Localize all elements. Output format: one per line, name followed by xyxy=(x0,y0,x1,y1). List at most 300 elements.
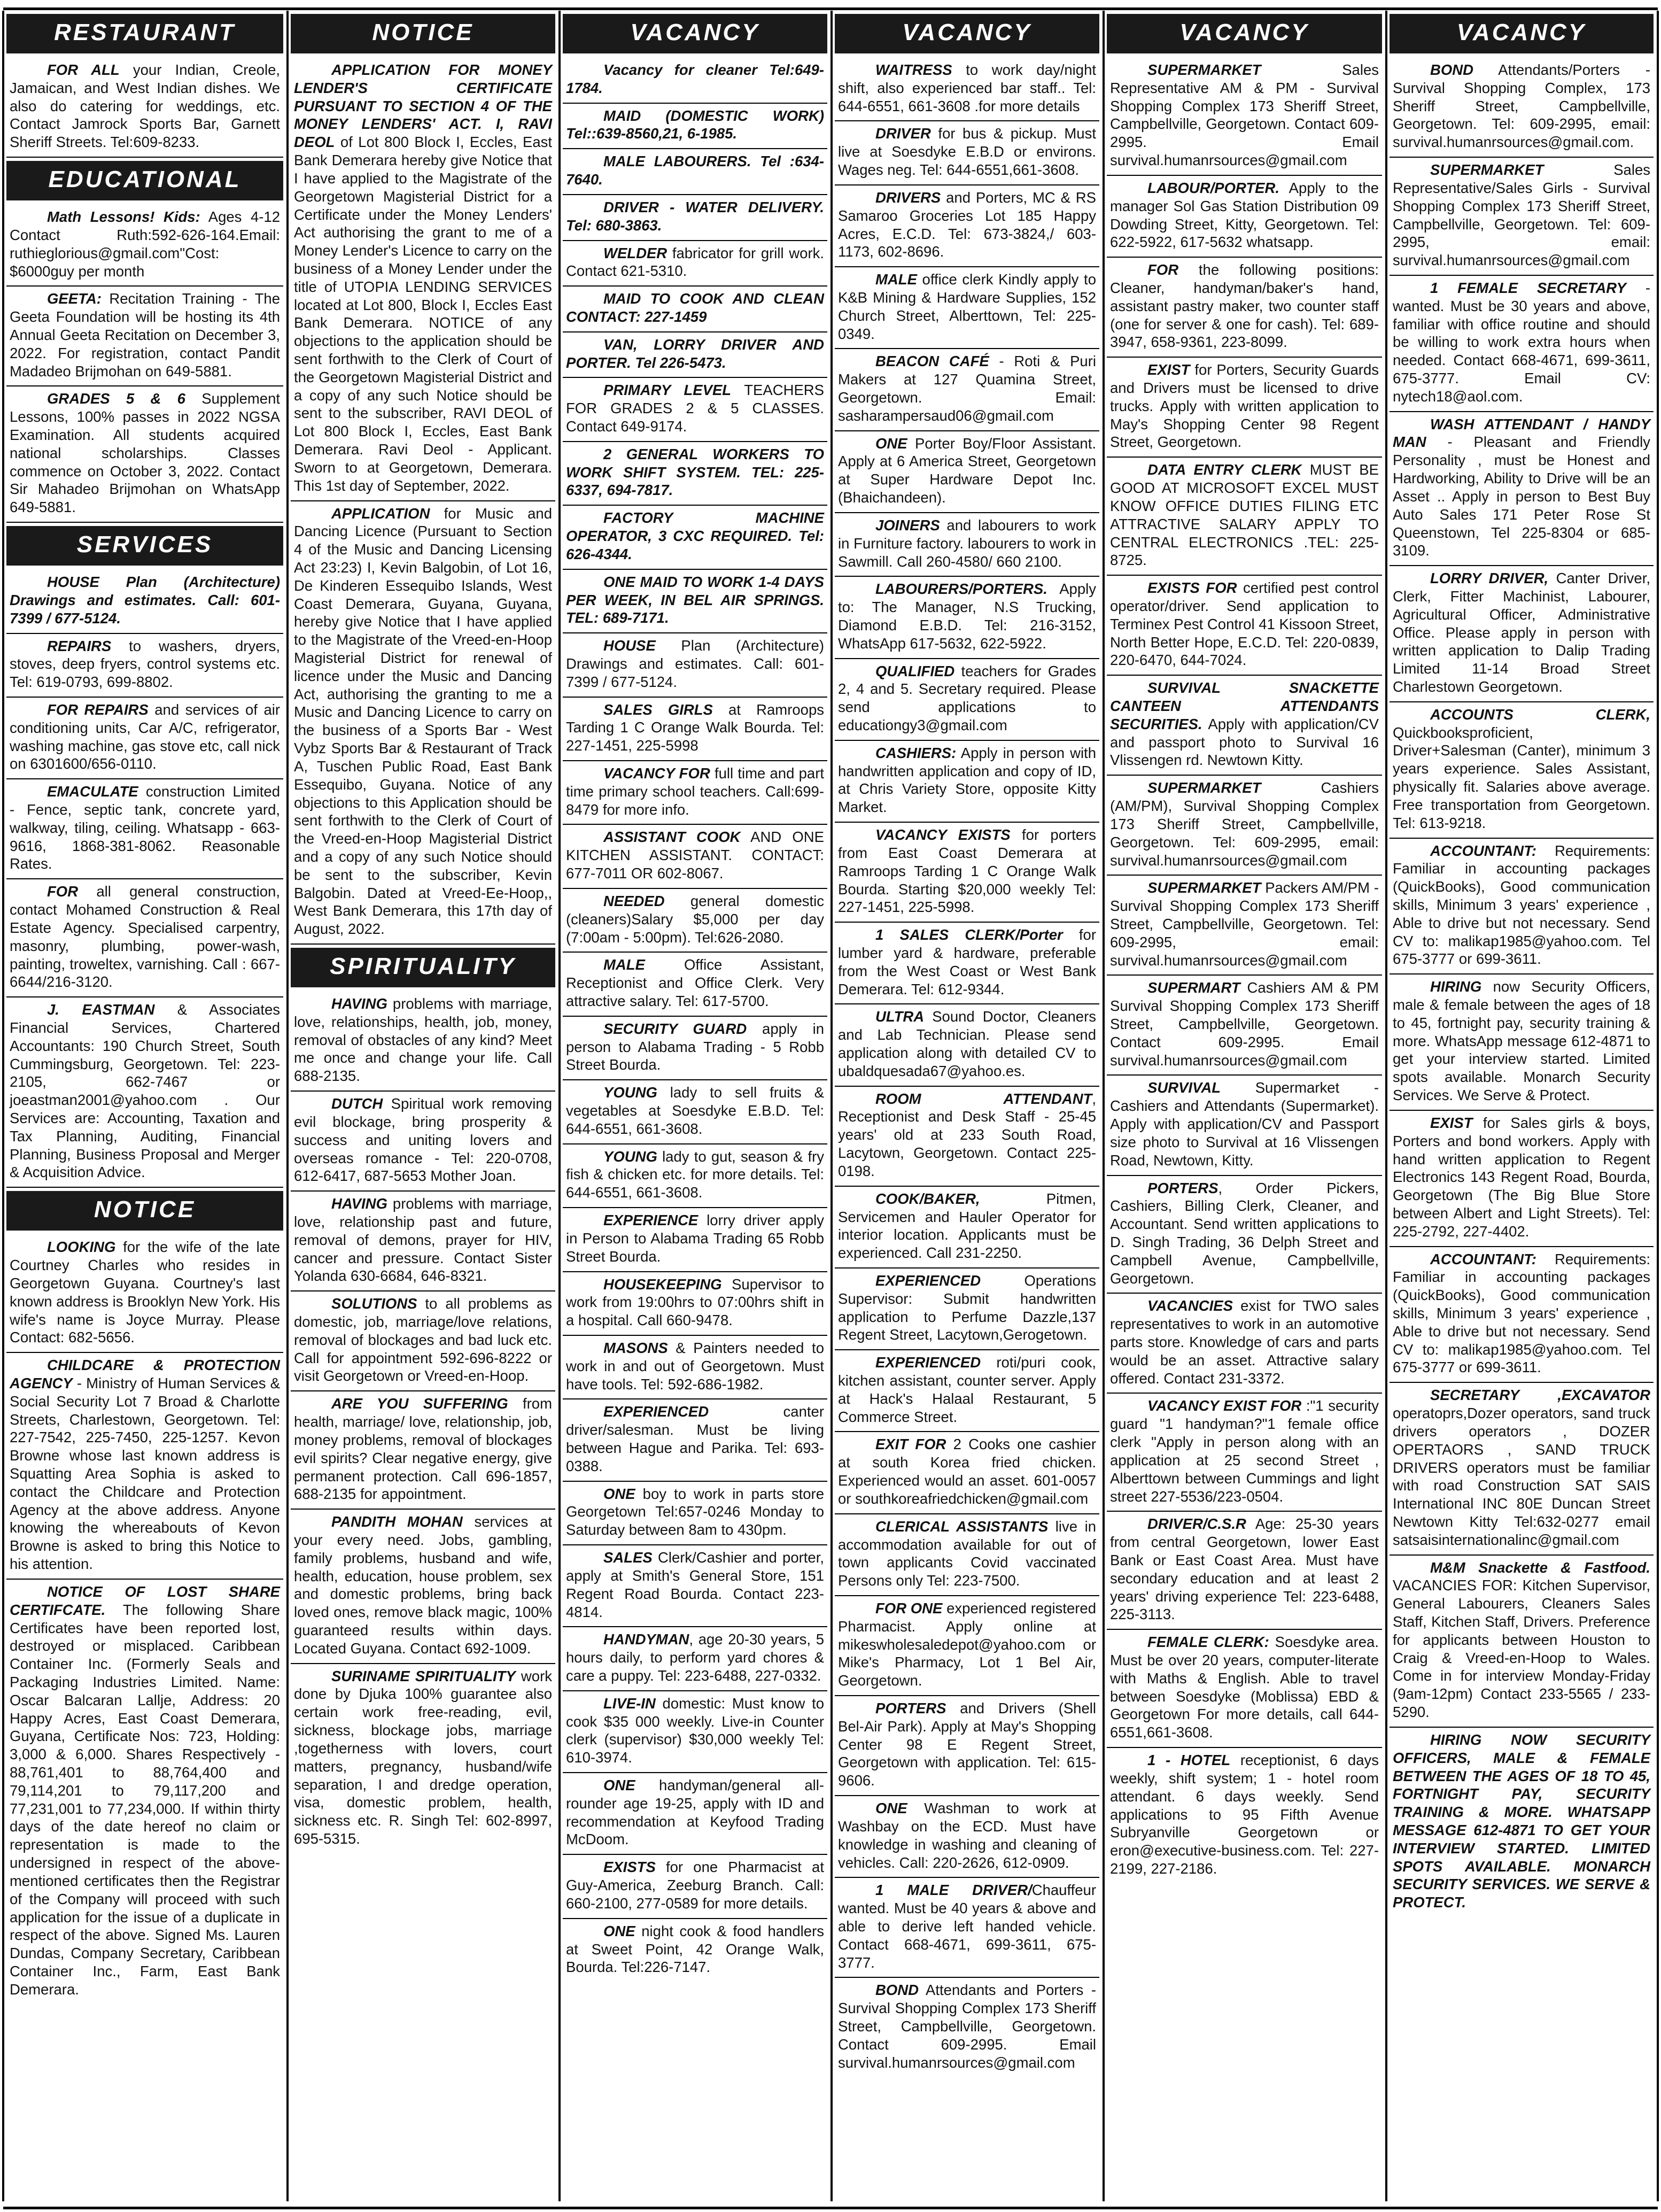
ad-lead: HANDYMAN xyxy=(603,1631,689,1648)
ad-lead: FEMALE CLERK: xyxy=(1147,1634,1269,1651)
ad-lead: FACTORY MACHINE OPERATOR, 3 CXC REQUIRED. Tel: 626-4344. xyxy=(566,509,824,562)
ad-body: AND ONE KITCHEN ASSISTANT. CONTACT: 677-7011 OR 602-8067. xyxy=(566,829,824,882)
classified-ad xyxy=(835,1354,1099,1432)
ad-body: certified pest control operator/driver. Send application to Terminex Pest Control 41 Kissoon Street, North Better Hope, E.C.D. Tel: 220-0839, 220-6470, 644-7024. xyxy=(1110,579,1379,669)
section-header: NOTICE xyxy=(6,1191,283,1231)
classified-ad xyxy=(563,381,827,442)
ad-body: fabricator for grill work. Contact 621-5310. xyxy=(566,244,824,280)
ad-lead: BOND xyxy=(1430,61,1473,78)
classified-ad xyxy=(1107,579,1382,676)
ad-lead: CASHIERS: xyxy=(875,744,957,761)
ad-body: and Porters, MC & RS Samaroo Groceries Lot 185 Happy Acres, E.C.D. Tel: 673-3824,/ 603-1173, 602-8696. xyxy=(838,189,1096,260)
classified-ad xyxy=(1107,361,1382,458)
ad-lead: EXIT FOR xyxy=(875,1436,946,1453)
ad-body: for porters from East Coast Demerara at Ramroops Tarding 1 C Orange Walk Bourda. Starting $20,000 weekly Tel: 227-1451, 225-5998. xyxy=(838,826,1096,916)
ad-lead: WELDER xyxy=(603,244,667,261)
ad-lead: SECRETARY ,EXCAVATOR xyxy=(1430,1387,1650,1404)
classified-ad xyxy=(563,61,827,104)
classified-ad xyxy=(563,1776,827,1855)
ad-body: Sales Representative/Sales Girls - Survival Shopping Complex 173 Sheriff Street, Campbellville, Georgetown. Tel: 609-2995, email: survival.humanrsources@gmail.com xyxy=(1393,161,1650,269)
classified-ad xyxy=(6,1001,283,1188)
ad-lead: SALES GIRLS xyxy=(603,701,713,718)
ad-lead: EXPERIENCED xyxy=(875,1354,981,1371)
ad-lead: EXPERIENCED xyxy=(603,1403,709,1420)
ad-body: Supervisor to work from 19:00hrs to 07:00hrs shift in a hospital. Call 660-9478. xyxy=(566,1275,824,1329)
ad-body: for Music and Dancing Licence (Pursuant to Section 4 of the Music and Dancing Licensing Act 23:23) I, Kevin Balgobin, of Lot 16, De Kinderen Essequibo Islands, West Coast Demerara, Guyana, Guyana, hereby give Notice that I have applied to the Magistrate of the Vreed-en-Hoop Magisterial District for renewal of licence under the Music and Dancing Act, authorising the granting to me a Music and Dancing Licence to carry on the business of a Sports Bar - West Vybz Sports Bar & Restaurant of Track A, Tuschen Public Road, East Bank Essequibo, Guyana. Notice of any objections to this Application should be sent forthwith to the Clerk of Court of the Vreed-en-Hoop Magisterial District and a copy of any such Notice should be sent to the subscriber, Kevin Balgobin. Dated at Vreed-Ee-Hoop,, West Bank Demerara, this 17th day of August, 2022. xyxy=(294,505,552,938)
ad-lead: Vacancy for cleaner Tel:649-1784. xyxy=(566,61,824,96)
ad-body: all general construction, contact Mohamed Construction & Real Estate Agency. Specialised carpentry, masonry, plumbing, power-wash, painting, troweltex, varnishing. Call : 667-6644/216-3120. xyxy=(10,883,280,991)
section-header: VACANCY xyxy=(1107,14,1382,53)
classified-ad xyxy=(1390,1559,1654,1728)
ad-body: problems with marriage, love, relationship past and future, removal of demons, prayer for HIV, cancer and pressure. Contact Sister Yolanda 630-6684, 646-8321. xyxy=(294,1195,552,1285)
ad-body: for bus & pickup. Must live at Soesdyke E.B.D or environs. Wages neg. Tel: 644-6551,661-3608. xyxy=(838,125,1096,179)
ad-body: night cook & food handlers at Sweet Point, 42 Orange Walk, Bourda. Tel:226-7147. xyxy=(566,1922,824,1976)
classified-ad xyxy=(835,1090,1099,1187)
ad-lead: SUPERMARKET xyxy=(1430,161,1544,179)
ad-lead: MAID TO COOK AND CLEAN CONTACT: 227-1459 xyxy=(566,290,824,325)
ad-body: Operations Supervisor: Submit handwritten application to Perfume Dazzle,137 Regent Street, Lacytown,Gerogetown. xyxy=(838,1272,1096,1343)
classified-ad xyxy=(563,1084,827,1144)
classified-ad xyxy=(291,1095,555,1192)
ad-body: Apply in person with handwritten application and copy of ID, at Chris Variety Store, opposite Kitty Market. xyxy=(838,744,1096,816)
classified-ad xyxy=(563,1020,827,1080)
ad-lead: MALE xyxy=(603,956,645,973)
classified-ad xyxy=(563,509,827,569)
ad-body: Packers AM/PM - Survival Shopping Complex 173 Sheriff Street, Campbellville, Georgetown. Tel: 609-2995, email: survival.humanrsources@gmail.com xyxy=(1110,879,1379,969)
column-5 xyxy=(1107,12,1382,2201)
classified-ad xyxy=(1390,61,1654,158)
ad-body: services at your every need. Jobs, gambling, family problems, husband and wife, health, education, house problem, sex and domestic problems, bring back loved ones, remove black magic, 100% guaranteed results within days. Located Guyana. Contact 692-1009. xyxy=(294,1513,552,1657)
classified-ad xyxy=(1390,706,1654,839)
classified-ad xyxy=(1107,461,1382,576)
ad-lead: VACANCIES xyxy=(1147,1297,1233,1314)
ad-lead: MASONS xyxy=(603,1339,668,1356)
section-header: VACANCY xyxy=(563,14,827,53)
ad-lead: APPLICATION xyxy=(331,505,430,522)
ad-lead: DRIVERS xyxy=(875,189,941,206)
ad-body: at Ramroops Tarding 1 C Orange Walk Bourda. Tel: 227-1451, 225-5998 xyxy=(566,701,824,754)
section-header: SERVICES xyxy=(6,526,283,566)
ad-body: domestic: Must know to cook $35 000 weekly. Live-in Counter clerk (supervisor) $30,000 weekly Tel: 610-3974. xyxy=(566,1695,824,1766)
ad-body: Ages 4-12 Contact Ruth:592-626-164.Email: ruthieglorious@gmail.com"Cost: $6000guy per month xyxy=(10,208,280,280)
ad-body: Recitation Training - The Geeta Foundation will be hosting its 4th Annual Geeta Recitation on December 3, 2022. For registration, contact Pandit Madadeo Brijmohan on 649-5881. xyxy=(10,290,280,380)
ad-lead: MAID (DOMESTIC WORK) Tel::639-8560,21, 6-1985. xyxy=(566,107,824,142)
ad-body: Plan (Architecture) Drawings and estimates. Call: 601-7399 / 677-5124. xyxy=(566,637,824,690)
ad-lead: EXIST xyxy=(1430,1114,1473,1131)
ad-lead: GEETA: xyxy=(47,290,102,307)
classified-ad xyxy=(835,1599,1099,1696)
classified-ad xyxy=(6,883,283,997)
ad-lead: YOUNG xyxy=(603,1148,657,1165)
classified-ad xyxy=(6,701,283,779)
ad-lead: SUPERMARKET xyxy=(1147,779,1261,796)
classified-ad xyxy=(563,152,827,195)
classified-ad xyxy=(835,1190,1099,1269)
ad-lead: VACANCY EXIST FOR xyxy=(1147,1397,1302,1414)
ad-lead: ONE xyxy=(875,435,907,452)
ad-lead: COOK/BAKER, xyxy=(875,1190,980,1207)
classified-ad xyxy=(1107,261,1382,358)
ad-lead: ASSISTANT COOK xyxy=(603,829,741,846)
classified-ad xyxy=(563,1485,827,1545)
ad-lead: 2 GENERAL WORKERS TO WORK SHIFT SYSTEM. TEL: 225-6337, 694-7817. xyxy=(566,445,824,499)
ad-body: & Painters needed to work in and out of Georgetown. Must have tools. Tel: 592-686-1982. xyxy=(566,1339,824,1393)
ad-body: Apply to the manager Sol Gas Station Distribution 09 Dowding Street, Kitty, Georgetown. Tel: 622-5922, 617-5632 whatsapp. xyxy=(1110,179,1379,251)
ad-body: for Sales girls & boys, Porters and bond workers. Apply with hand written application to Regent Electronics 143 Regent Road, Bourda, Georgetown (The Big Blue Store between Albert and Light Streets). Tel: 225-2792, 227-4402. xyxy=(1393,1114,1650,1240)
ad-body: and Drivers (Shell Bel-Air Park). Apply at May's Shopping Center 98 E Regent Street, Georgetown with application. Tel: 615-9606. xyxy=(838,1700,1096,1789)
classified-ad xyxy=(1107,779,1382,876)
ad-lead: ONE xyxy=(603,1485,635,1502)
ad-lead: PORTERS xyxy=(1147,1179,1218,1196)
ad-lead: DRIVER xyxy=(875,125,931,142)
ad-body: construction Limited - Fence, septic tank, concrete yard, walkway, tiling, ceiling. Whatsapp - 663-9616, 1868-381-8062. Reasonable Rates. xyxy=(10,783,280,872)
section-header: EDUCATIONAL xyxy=(6,161,283,200)
ad-body: and labourers to work in Furniture factory. labourers to work in Sawmill. Call 260-4580/ 660 2100. xyxy=(838,516,1096,570)
ad-body: - Roti & Puri Makers at 127 Quamina Street, Georgetown. Email: sasharampersaud06@gmail.com xyxy=(838,353,1096,424)
ad-body: work done by Djuka 100% guarantee also certain work free-reading, evil, sickness, blockage jobs, marriage ,togetherness with lovers, court matters, pregnancy, husband/wife separation, I and dredge operation, visa, domestic problem, health, sickness etc. R. Singh Tel: 602-8997, 695-5315. xyxy=(294,1667,552,1847)
ad-body: Requirements: Familiar in accounting packages (QuickBooks), Good communication skills, Minimum 3 years' experience , Able to drive but not necessary. Send CV to: malikap1985@yahoo.com. Tel 675-3777 or 699-3611. xyxy=(1393,842,1650,968)
classified-ad xyxy=(563,290,827,332)
ad-body: lady to gut, season & fry fish & chicken etc. for more details. Tel: 644-6551, 661-3608. xyxy=(566,1148,824,1201)
ad-lead: HOUSE Plan (Architecture) Drawings and estimates. Call: 601-7399 / 677-5124. xyxy=(10,574,280,627)
ad-body: Apply to: The Manager, N.S Trucking, Diamond E.B.D. Tel: 216-3152, WhatsApp 617-5632, 622-5922. xyxy=(838,581,1096,652)
classified-ad xyxy=(835,1881,1099,1978)
ad-body: Spiritual work removing evil blockage, bring prosperity & success and uniting lovers and overseas romance - Tel: 220-0708, 612-6417, 687-5653 Mother Joan. xyxy=(294,1095,552,1185)
ad-lead: DRIVER/C.S.R xyxy=(1147,1515,1246,1533)
column-divider xyxy=(558,11,561,2201)
ad-lead: ULTRA xyxy=(875,1008,925,1025)
classified-ad xyxy=(6,637,283,698)
ad-body: Porter Boy/Floor Assistant. Apply at 6 America Street, Georgetown at Super Hardware Depot Inc. (Bhaichandeen). xyxy=(838,435,1096,506)
classified-ad xyxy=(1390,279,1654,412)
ad-lead: 1 SALES CLERK/Porter xyxy=(875,926,1063,943)
classified-ad xyxy=(835,435,1099,513)
ad-lead: BOND xyxy=(875,1982,919,1999)
classified-ad xyxy=(835,1799,1099,1878)
ad-body: to work day/night shift, also experienced bar staff.. Tel: 644-6551, 661-3608 .for more details xyxy=(838,61,1096,114)
ad-lead: VACANCY FOR xyxy=(603,765,710,782)
ad-body: Supplement Lessons, 100% passes in 2022 NGSA Examination. All students acquired national scholarships. Classes commence on October 3, 2022. Contact Sir Mahadeo Brijmohan on WhatsApp 649-5881. xyxy=(10,390,280,516)
ad-lead: EXISTS xyxy=(603,1859,656,1876)
classified-ad xyxy=(835,61,1099,121)
ad-lead: EXISTS FOR xyxy=(1147,579,1237,597)
classified-ad xyxy=(835,1435,1099,1514)
ad-body: Soesdyke area. Must be over 20 years, computer-literate with Maths & English. Able to travel between Soesdyke (Moblissa) EBD & Georgetown For more details, call 644-6551,661-3608. xyxy=(1110,1634,1379,1741)
ad-body: Sound Doctor, Cleaners and Lab Technician. Please send application along with detailed CV to ubaldquesada67@yahoo.es. xyxy=(838,1008,1096,1079)
classified-ad xyxy=(835,826,1099,923)
ad-body: , age 20-30 years, 5 hours daily, to perform yard chores & care a puppy. Tel: 223-6488, 227-0332. xyxy=(566,1631,824,1684)
classified-ad xyxy=(291,1295,555,1391)
ad-lead: LOOKING xyxy=(47,1239,116,1256)
ad-lead: CHILDCARE & PROTECTION AGENCY xyxy=(10,1357,280,1391)
classified-ad xyxy=(835,352,1099,431)
ad-lead: FOR xyxy=(1147,261,1179,279)
ad-lead: HOUSEKEEPING xyxy=(603,1275,722,1293)
classified-ad xyxy=(1390,415,1654,567)
ad-lead: SALES xyxy=(603,1549,653,1566)
ad-body: teachers for Grades 2, 4 and 5. Secretary required. Please send applications to educationgy3@gmail.com xyxy=(838,662,1096,733)
ad-body: the following positions: Cleaner, handyman/baker's hand, assistant pastry maker, two counter staff (one for server & one for cash). Tel: 689-3947, 658-9361, 223-8099. xyxy=(1110,261,1379,351)
ad-lead: EXIST xyxy=(1147,361,1190,378)
ad-body: to washers, dryers, stoves, deep fryers, control systems etc. Tel: 619-0793, 699-8802. xyxy=(10,637,280,691)
classified-ad xyxy=(563,1630,827,1691)
ad-body: for the wife of the late Courtney Charles who resides in Georgetown Guyana. Courtney's last known address is Brooklyn New York. His wife's name is Joyce Murray. Please Contact: 682-5656. xyxy=(10,1239,280,1346)
classified-ad xyxy=(291,1667,555,1853)
ad-lead: FOR ONE xyxy=(875,1599,943,1617)
ad-lead: ARE YOU SUFFERING xyxy=(331,1395,508,1412)
classified-ad xyxy=(1107,679,1382,776)
classified-ad xyxy=(291,1195,555,1291)
ad-lead: ONE xyxy=(603,1777,635,1793)
ad-lead: NEEDED xyxy=(603,892,665,909)
ad-body: Attendants and Porters - Survival Shopping Complex 173 Sheriff Street, Campbellville, Georgetown. Contact 609-2995. Email survival.humanrsources@gmail.com xyxy=(838,1982,1096,2071)
ad-lead: APPLICATION FOR MONEY LENDER'S CERTIFICATE PURSUANT TO SECTION 4 OF THE MONEY LENDERS' ACT. I, RAVI DEOL xyxy=(294,61,552,151)
column-4 xyxy=(835,12,1099,2201)
ad-lead: HIRING xyxy=(1430,978,1482,995)
classified-ad xyxy=(1107,1515,1382,1630)
ad-body: Apply with application/CV and passport photo to Survival 16 Vlissengen rd. Newtown Kitty. xyxy=(1110,715,1379,769)
classified-ad xyxy=(835,125,1099,185)
ad-lead: SUPERMARKET xyxy=(1147,61,1261,78)
ad-lead: FOR REPAIRS xyxy=(47,701,149,718)
ad-lead: VACANCY EXISTS xyxy=(875,826,1011,844)
classified-ad xyxy=(1107,1397,1382,1512)
ad-body: , Receptionist and Desk Staff - 25-45 years' old at 233 South Road, Lacytown, Georgetown. Contact 225-0198. xyxy=(838,1090,1096,1179)
ad-lead: MALE LABOURERS. Tel :634-7640. xyxy=(566,153,824,188)
classified-ad xyxy=(563,892,827,953)
ad-lead: HIRING NOW SECURITY OFFICERS, MALE & FEMALE BETWEEN THE AGES OF 18 TO 45, FORTNIGHT PAY, SECURITY TRAINING & MORE. WHATSAPP MESSAGE 612-4871 TO GET YOUR INTERVIEW STARTED. LIMITED SPOTS AVAILABLE. MONARCH SECURITY SERVICES. WE SERVE & PROTECT. xyxy=(1393,1731,1650,1911)
column-divider xyxy=(830,11,833,2201)
classified-ad xyxy=(563,1858,827,1919)
classified-ad xyxy=(563,1148,827,1208)
classified-ad xyxy=(563,764,827,825)
classified-ad xyxy=(6,61,283,158)
classified-ad xyxy=(1107,1079,1382,1175)
classified-ad xyxy=(6,1583,283,2004)
classified-ad xyxy=(563,956,827,1016)
classified-ad xyxy=(563,1549,827,1627)
ad-lead: ACCOUNTS CLERK, xyxy=(1430,706,1650,723)
classified-ad xyxy=(835,189,1099,267)
classified-ad xyxy=(291,61,555,501)
classified-ad xyxy=(1107,1751,1382,1883)
ad-lead: M&M Snackette & Fastfood. xyxy=(1430,1559,1650,1576)
ad-body: Washman to work at Washbay on the ECD. Must have knowledge in washing and cleaning of vehicles. Call: 220-2626, 612-0909. xyxy=(838,1800,1096,1871)
classified-ad xyxy=(835,1699,1099,1796)
ad-body: your Indian, Creole, Jamaican, and West Indian dishes. We also do catering for weddings, etc. Contact Jamrock Sports Bar, Garnett Sheriff Streets. Tel:609-8233. xyxy=(10,61,280,151)
classified-ad xyxy=(563,1695,827,1773)
ad-lead: SURVIVAL xyxy=(1147,1079,1221,1096)
classified-ad xyxy=(563,1922,827,1982)
ad-lead: LABOURERS/PORTERS. xyxy=(875,581,1047,598)
ad-body: handyman/general all-rounder age 19-25, apply with ID and recommendation at Keyfood Trading McDoom. xyxy=(566,1777,824,1848)
ad-lead: HAVING xyxy=(331,1195,387,1212)
classified-ad xyxy=(563,828,827,888)
classified-ad xyxy=(835,516,1099,577)
ad-lead: LABOUR/PORTER. xyxy=(1147,179,1280,196)
ad-lead: ONE xyxy=(875,1800,907,1817)
ad-body: exist for TWO sales representatives to work in an automotive parts store. Knowledge of cars and parts would be an asset. Attractive salary offered. Contact 231-3372. xyxy=(1110,1297,1379,1387)
ad-lead: EMACULATE xyxy=(47,783,138,800)
section-header: VACANCY xyxy=(1390,14,1654,53)
classified-ad xyxy=(563,1275,827,1336)
ad-body: Canter Driver, Clerk, Fitter Machinist, Labourer, Agricultural Officer, Administrative Office. Please apply in person with written application to Dalip Trading Limited 11-14 Broad Street Charlestown Georgetown. xyxy=(1393,570,1650,695)
ad-body: Chauffeur wanted. Must be 40 years & above and able to derive left handed vehicle. Contact 668-4671, 699-3611, 675-3777. xyxy=(838,1882,1096,1971)
column-2 xyxy=(291,12,555,2201)
ad-body: - Pleasant and Friendly Personality , must be Honest and Hardworking, Ability to Drive will be an Asset .. Apply in person to Best Buy Auto Sales 171 Peter Rose St Queenstown, Tel 225-8304 or 685-3109. xyxy=(1393,434,1650,559)
classified-ad xyxy=(563,1403,827,1481)
ad-body: canter driver/salesman. Must be living between Hague and Parika. Tel: 693-0388. xyxy=(566,1403,824,1474)
ad-lead: SECURITY GUARD xyxy=(603,1020,747,1037)
classified-ad xyxy=(1390,1386,1654,1555)
column-divider xyxy=(2,11,4,2201)
ad-lead: HAVING xyxy=(331,995,387,1012)
classified-ad xyxy=(6,290,283,386)
bottom-border xyxy=(3,2207,1658,2209)
section-header: VACANCY xyxy=(835,14,1099,53)
ad-body: VACANCIES FOR: Kitchen Supervisor, General Labourers, Cleaners Sales Staff, Kitchen Staff, Drivers. Preference for applicants between Houston to Craig & Vreed-en-Hoop to Wales. Come in for interview Monday-Friday (9am-12pm) Contact 233-5565 / 233-5290. xyxy=(1393,1577,1650,1721)
ad-body: Supermarket - Cashiers and Attendants (Supermarket). Apply with application/CV and Passport size photo to Survival at 16 Vlissengen Road, Newtown, Kitty. xyxy=(1110,1079,1379,1169)
ad-lead: 1 - HOTEL xyxy=(1147,1752,1231,1769)
ad-body: problems with marriage, love, relationships, health, job, money, removal of obstacles of any kind? Meet me once and change your life. Call 688-2135. xyxy=(294,995,552,1085)
column-3 xyxy=(563,12,827,2201)
ad-body: The following Share Certificates have been reported lost, destroyed or misplaced. Caribbean Container Inc. (Formerly Seals and Packaging Industries Limited. Name: Oscar Balcaran Lallje, Address: 20 Happy Acres, East Coast Demerara, Guyana, Certificate Nos: 723, Holding: 3,000 & 6,000. Shares Respectively - 88,761,401 to 88,764,400 and 79,114,201 to 79,117,200 and 77,231,001 to 77,234,000. If within thirty days of the date hereof no claim or representation is made to the undersigned in respect of the above-mentioned certificates then the Registrar of the Company will proceed with such application for the issue of a duplicate in respect of the above. Signed Ms. Lauren Dundas, Company Secretary, Caribbean Container Inc., Farm, East Bank Demerara. xyxy=(10,1601,280,1998)
column-divider xyxy=(1385,11,1387,2201)
ad-body: from health, marriage/ love, relationship, job, money problems, removal of blockages evil spirits? Clear negative energy, give permanent protection. Call 696-1857, 688-2135 for appointment. xyxy=(294,1395,553,1503)
ad-lead: PANDITH MOHAN xyxy=(331,1513,463,1530)
classified-ad xyxy=(1107,61,1382,176)
ad-body: Sales Representative AM & PM - Survival Shopping Complex 173 Sheriff Street, Campbellville, Georgetown. Contact 609-2995. Email survival.humanrsources@gmail.com xyxy=(1110,61,1379,169)
classified-ad xyxy=(1390,842,1654,975)
classified-ad xyxy=(563,1211,827,1272)
classified-ad xyxy=(1390,1250,1654,1383)
ad-body: live in accommodation available for out of town applicants Covid vaccinated Persons only Tel: 223-7500. xyxy=(838,1518,1096,1589)
ad-lead: NOTICE OF LOST SHARE CERTIFCATE. xyxy=(10,1583,280,1618)
ad-body: experienced registered Pharmacist. Apply online at mikeswholesaledepot@yahoo.com or Mike's Pharmacy, Lot 1 Bel Air, Georgetown. xyxy=(838,1599,1096,1689)
ad-lead: GRADES 5 & 6 xyxy=(47,390,185,407)
classified-ad xyxy=(1107,1633,1382,1748)
classified-ad xyxy=(563,1339,827,1399)
ad-body: MUST BE GOOD AT MICROSOFT EXCEL MUST KNOW OFFICE DUTIES FILING ETC ATTRACTIVE SALARY APPLY TO CENTRAL ELECTRONICS .TEL: 225-8725. xyxy=(1110,461,1379,569)
ad-body: & Associates Financial Services, Chartered Accountants: 190 Church Street, South Cummingsburg, Georgetown. Tel: 223-2105, 662-7467 or joeastman2001@yahoo.com . Our Services are: Accounting, Taxation and Tax Planning, Auditing, Financial Planning, Business Proposal and Merger & Acquisition Advice. xyxy=(10,1001,280,1181)
ad-lead: 1 MALE DRIVER/ xyxy=(875,1882,1032,1899)
classified-ad xyxy=(291,995,555,1092)
ad-lead: SURVIVAL SNACKETTE CANTEEN ATTENDANTS SECURITIES. xyxy=(1110,679,1379,732)
ad-body: receptionist, 6 days weekly, shift system; 1 - hotel room attendant. 6 days weekly. Send applications to 95 Fifth Avenue Subryanville Georgetown or eron@executive-business.com. Tel: 227-2199, 227-2186. xyxy=(1110,1752,1379,1877)
ad-body: for lumber yard & hardware, preferable from the West Coast or West Bank Demerara. Tel: 612-9344. xyxy=(838,926,1096,997)
ad-lead: ONE MAID TO WORK 1-4 DAYS PER WEEK, IN BEL AIR SPRINGS. TEL: 689-7171. xyxy=(566,573,824,627)
ad-body: for one Pharmacist at Guy-America, Zeeburg Branch. Call: 660-2100, 277-0589 for more details. xyxy=(566,1859,824,1912)
ad-body: - wanted. Must be 30 years and above, familiar with office routine and should be willing to work extra hours when needed. Contact 668-4671, 699-3611, 675-3777. Email CV: nytech18@aol.com. xyxy=(1393,279,1650,405)
ad-lead: CLERICAL ASSISTANTS xyxy=(875,1518,1049,1535)
ad-lead: ROOM ATTENDANT xyxy=(875,1090,1092,1107)
classified-ad xyxy=(1390,161,1654,276)
classified-ad xyxy=(6,208,283,287)
section-header: NOTICE xyxy=(291,14,555,53)
ad-lead: PRIMARY LEVEL xyxy=(603,382,732,399)
ad-lead: Math Lessons! Kids: xyxy=(47,208,200,226)
ad-body: Attendants/Porters - Survival Shopping Complex, 173 Sheriff Street, Campbellville, Georgetown. Tel: 609-2995, email: survival.humanrsources@gmail.com. xyxy=(1393,61,1650,151)
ad-body: TEACHERS FOR GRADES 2 & 5 CLASSES. Contact 649-9174. xyxy=(566,382,824,435)
ad-body: Cashiers (AM/PM), Survival Shopping Complex 173 Sheriff Street, Campbellville, Georgetown. Tel: 609-2995, email: survival.humanrsources@gmail.com xyxy=(1110,779,1379,869)
ad-lead: MALE xyxy=(875,271,917,288)
ad-lead: J. EASTMAN xyxy=(47,1001,155,1018)
ad-body: and services of air conditioning units, Car A/C, refrigerator, washing machine, gas stove etc, call nick on 6301600/656-0110. xyxy=(10,701,280,772)
section-header: RESTAURANT xyxy=(6,14,283,53)
classified-ad xyxy=(1107,1297,1382,1394)
classified-ad xyxy=(291,1395,555,1510)
ad-lead: JOINERS xyxy=(875,516,940,533)
ad-body: lorry driver apply in Person to Alabama Trading 65 Robb Street Bourda. xyxy=(566,1212,824,1265)
ad-lead: ACCOUNTANT: xyxy=(1430,842,1537,859)
ad-body: apply in person to Alabama Trading - 5 Robb Street Bourda. xyxy=(566,1020,824,1073)
classified-ad xyxy=(563,336,827,378)
classified-ad xyxy=(835,580,1099,659)
ad-lead: YOUNG xyxy=(603,1084,657,1101)
classified-ad xyxy=(835,744,1099,823)
column-divider xyxy=(286,11,289,2201)
ad-body: Quickbooksproficient, Driver+Salesman (Canter), minimum 3 years experience. Sales Assistant, physically fit. Salaries above average. Free transportation from Georgetown. Tel: 613-9218. xyxy=(1393,724,1650,831)
ad-body: office clerk Kindly apply to K&B Mining & Hardware Supplies, 152 Church Street, Alberttown, Tel: 225-0349. xyxy=(838,271,1096,342)
classified-ad xyxy=(6,1356,283,1580)
ad-lead: ONE xyxy=(603,1922,635,1939)
ad-lead: REPAIRS xyxy=(47,637,112,654)
ad-lead: DATA ENTRY CLERK xyxy=(1147,461,1302,478)
ad-body: to all problems as domestic, job, marriage/love relations, removal of blockages and bad luck etc. Call for appointment 592-696-8222 or visit Georgetown or Vreed-en-Hoop. xyxy=(294,1295,552,1385)
column-divider xyxy=(1103,11,1105,2201)
classified-ad xyxy=(1107,1179,1382,1294)
classified-ad xyxy=(1390,569,1654,702)
classified-ad xyxy=(835,662,1099,741)
ad-lead: PORTERS xyxy=(875,1700,946,1716)
ad-lead: SUPERMARKET xyxy=(1147,879,1261,896)
classified-ad xyxy=(6,783,283,879)
section-header: SPIRITUALITY xyxy=(291,948,555,987)
ad-lead: SUPERMART xyxy=(1147,979,1240,996)
classified-ad xyxy=(1107,179,1382,258)
ad-body: Requirements: Familiar in accounting packages (QuickBooks), Good communication skills, Minimum 3 years' experience , Able to drive but not necessary. Send CV to: malikap1985@yahoo.com. Tel 675-3777 or 699-3611. xyxy=(1393,1250,1650,1376)
classified-ad xyxy=(1390,978,1654,1111)
top-border xyxy=(3,7,1658,10)
ad-lead: FOR xyxy=(47,883,79,900)
classified-ad xyxy=(835,1981,1099,2077)
classified-ad xyxy=(1107,979,1382,1076)
classified-ad xyxy=(563,107,827,150)
ad-lead: LIVE-IN xyxy=(603,1695,656,1712)
ad-lead: ACCOUNTANT: xyxy=(1430,1250,1537,1267)
classified-ad xyxy=(1107,879,1382,976)
column-1 xyxy=(6,12,283,2201)
classified-ad xyxy=(835,270,1099,349)
ad-body: of Lot 800 Block I, Eccles, East Bank Demerara hereby give Notice that I have applied to the Magistrate of the Georgetown Magisterial District for a Certificate under the Money Lenders' Act authorising the grant to me of a Money Lender's Licence to carry on the business of a Money Lender under the title of UTOPIA LENDING SERVICES located at Lot 800, Block I, Eccles East Bank Demerara. NOTICE of any objections to the application should be sent forthwith to the Clerk of Court of the Georgetown Magisterial District and a copy of any such Notice should be sent to the subscriber, RAVI DEOL of Lot 800 Block I, Eccles, East Bank Demerara. Ravi Deol - Applicant. Sworn to at Georgetown, Demerara. This 1st day of September, 2022. xyxy=(294,134,552,494)
classified-ad xyxy=(1390,1731,1654,1917)
ad-body: lady to sell fruits & vegetables at Soesdyke E.B.D. Tel: 644-6551, 661-3608. xyxy=(566,1084,824,1137)
classified-ad xyxy=(563,637,827,697)
ad-lead: QUALIFIED xyxy=(875,662,955,679)
classified-ad xyxy=(835,1008,1099,1086)
classified-ad xyxy=(1390,1114,1654,1247)
classified-ad xyxy=(835,1518,1099,1596)
ad-lead: VAN, LORRY DRIVER AND PORTER. Tel 226-5473. xyxy=(566,336,824,371)
ad-lead: WASH ATTENDANT / HANDY MAN xyxy=(1393,415,1650,451)
ad-body: for Porters, Security Guards and Drivers must be licensed to drive trucks. Apply with written application to May's Shopping Center 98 Regent Street, Georgetown. xyxy=(1110,361,1379,451)
ad-body: - Ministry of Human Services & Social Security Lot 7 Broad & Charlotte Streets, Charlestown, Georgetown. Tel: 227-7542, 225-7450, 225-1257. Kevon Browne whose last known address is Squatting Area Sophia is asked to contact the Childcare and Protection Agency at the above address. Anyone knowing the whereabouts of Kevon Browne is asked to bring this Notice to his attention. xyxy=(10,1374,280,1573)
ad-lead: EXPERIENCE xyxy=(603,1212,698,1229)
classified-ad xyxy=(563,198,827,241)
ad-body: 2 Cooks one cashier at south Korea fried chicken. Experienced would an asset. 601-0057 or southkoreafriedchicken@gmail.com xyxy=(838,1436,1097,1507)
ad-body: Pitmen, Servicemen and Hauler Operator for interior location. Applicants must be experienced. Call 231-2250. xyxy=(838,1190,1096,1262)
classified-ad xyxy=(6,573,283,633)
